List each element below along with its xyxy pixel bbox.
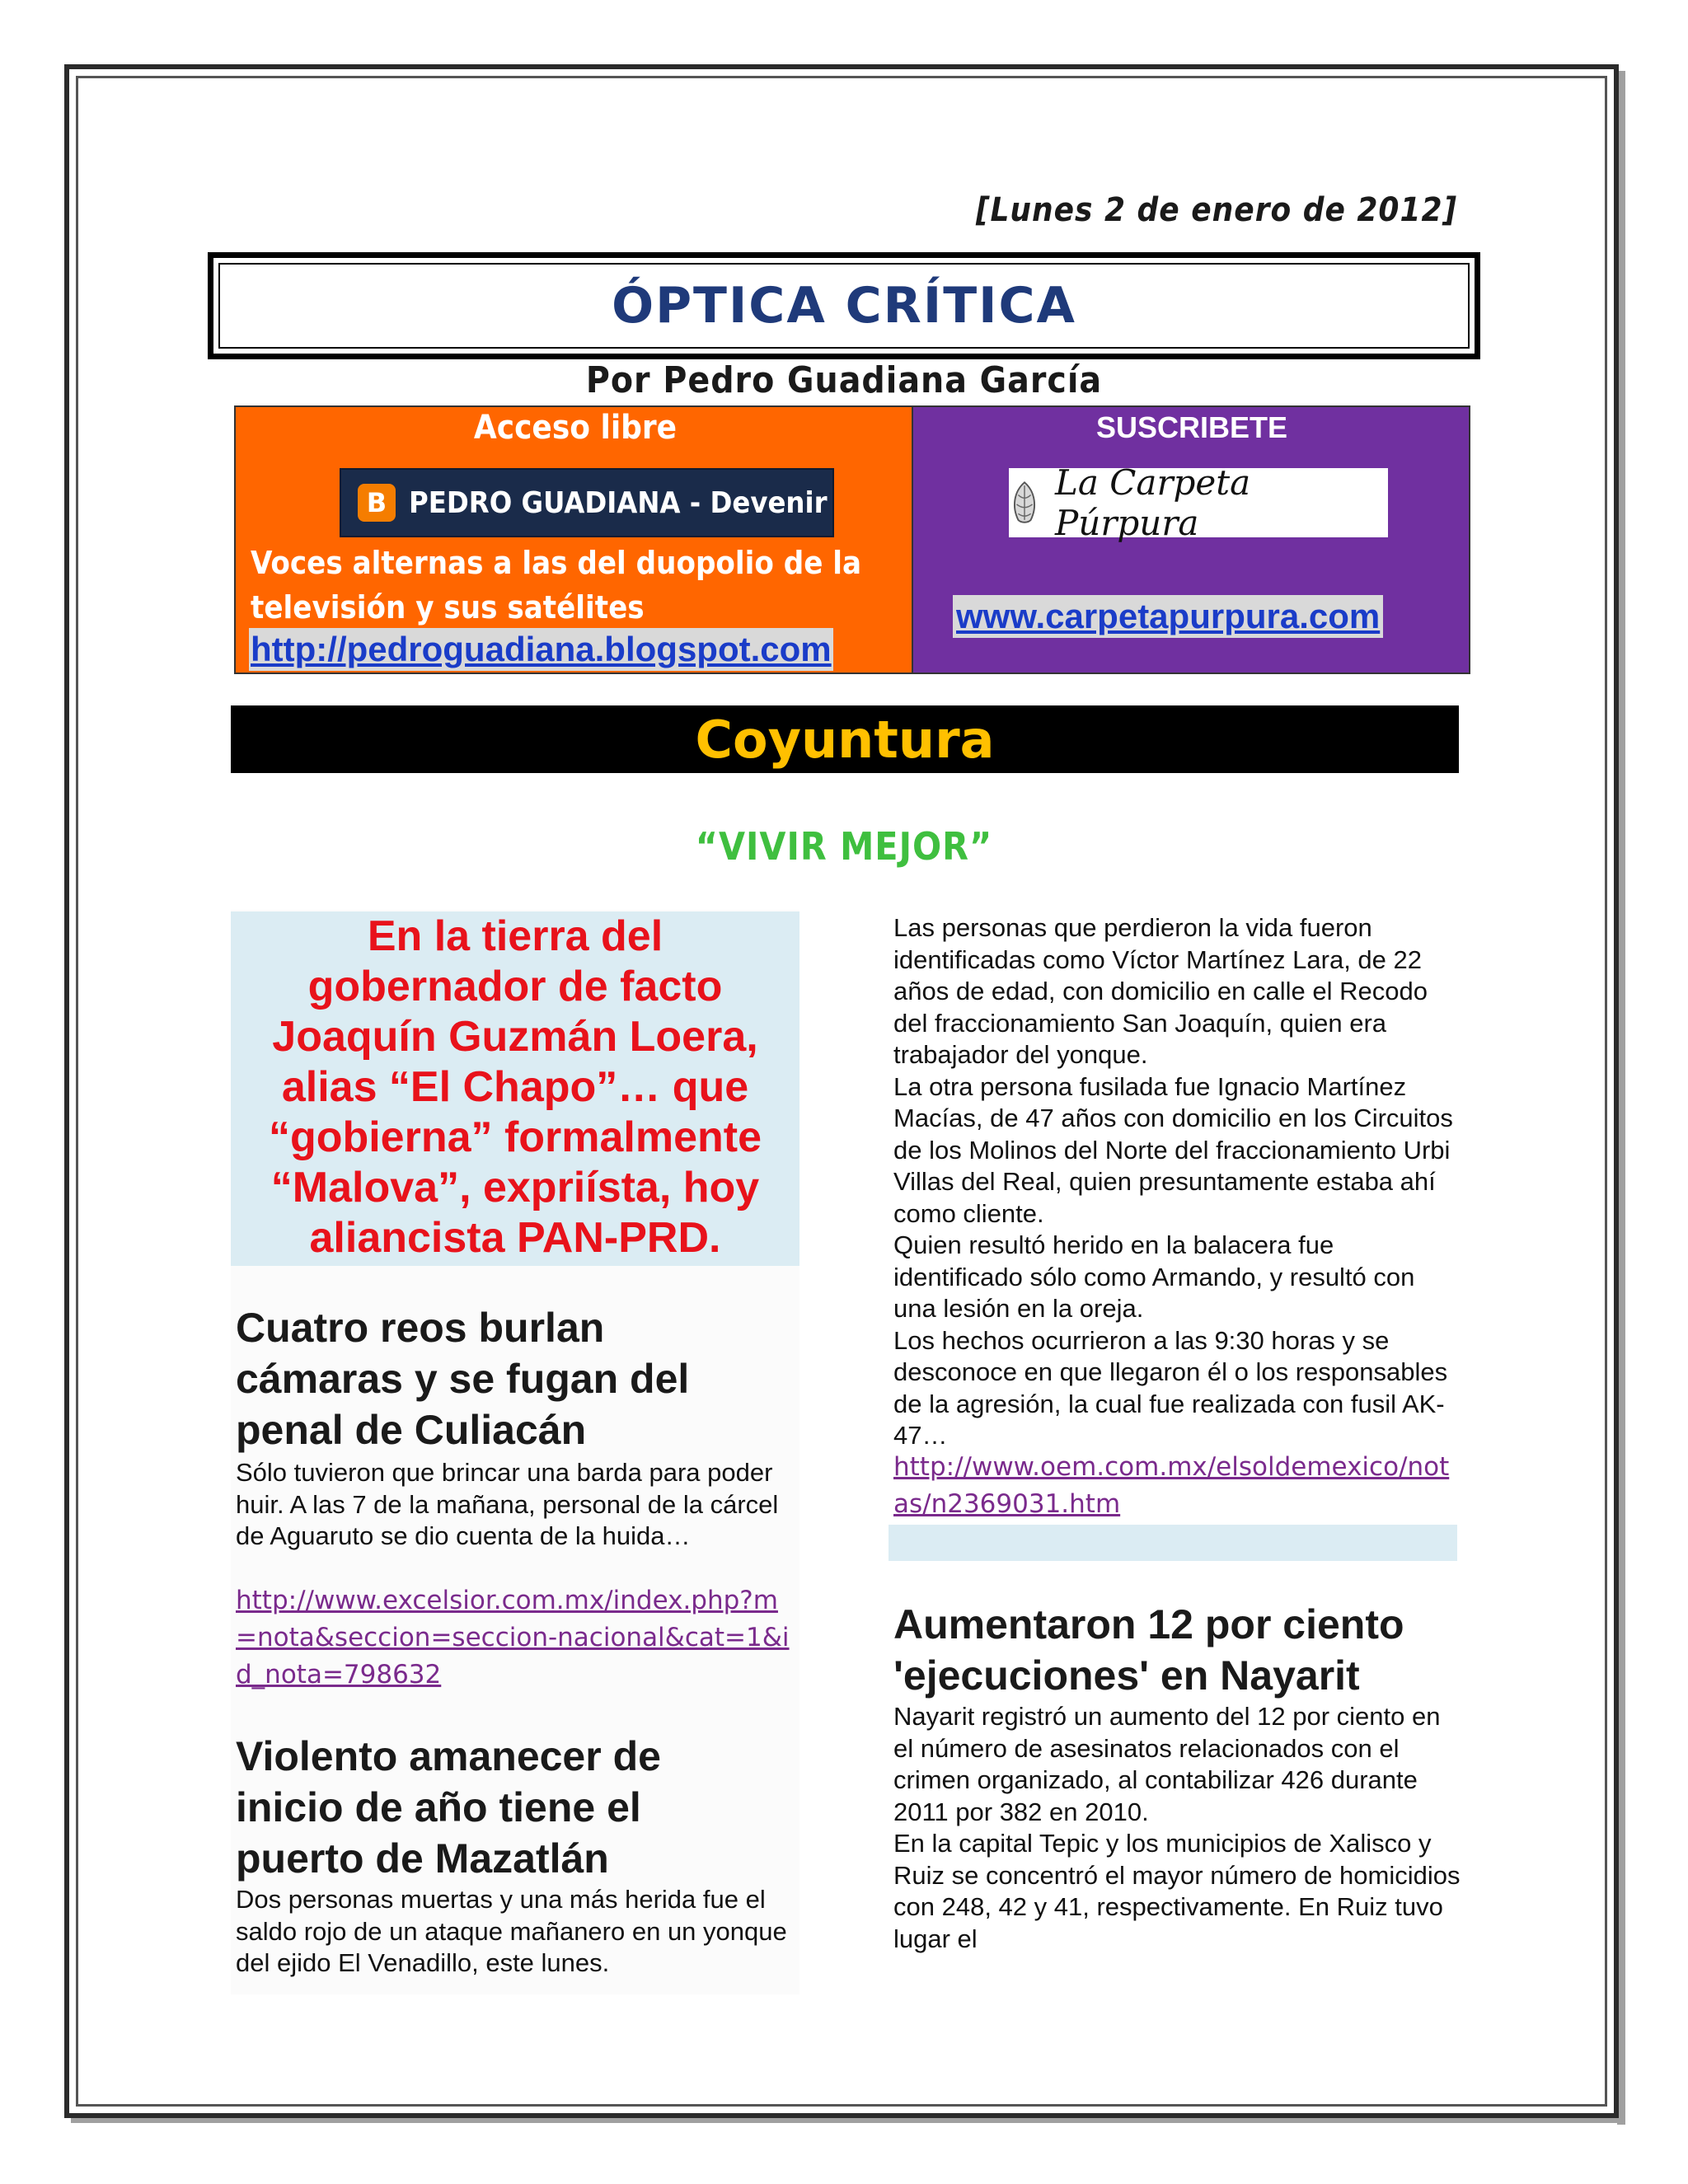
article-link-continuation[interactable]: http://www.oem.com.mx/elsoldemexico/notas/n2369031.htm [893,1452,1450,1519]
issue-date: [Lunes 2 de enero de 2012] [976,191,1457,229]
article-body-mazatlan: Dos personas muertas y una más herida fue el saldo rojo de un ataque mañanero en un yonque del ejido El Venadillo, este lunes. [236,1885,787,1977]
blog-url-link[interactable]: http://pedroguadiana.blogspot.com [249,628,833,671]
blogger-icon: B [358,484,396,522]
article-link-reos[interactable]: http://www.excelsior.com.mx/index.php?m=nota&seccion=seccion-nacional&cat=1&id_nota=798632 [236,1586,790,1690]
shell-icon [1009,480,1040,526]
masthead-inner [218,263,1470,349]
article-headline-nayarit: Aumentaron 12 por ciento 'ejecuciones' en Nayarit [893,1601,1404,1699]
callout-text: En la tierra del gobernador de facto Joaquín Guzmán Loera, alias “El Chapo”… que “gobierna” formalmente “Malova”, expriísta, hoy aliancista PAN-PRD. [268,912,762,1262]
promo-blog-tagline: Voces alternas a las del duopolio de la televisión y sus satélites [251,545,862,626]
promo-blog-heading: Acceso libre [473,409,678,447]
carpeta-url-link[interactable]: www.carpetapurpura.com [953,595,1383,638]
article-body-nayarit: Nayarit registró un aumento del 12 por ciento en el número de asesinatos relacionados con el crimen organizado, al contabilizar 426 durante 2011 por 382 en 2010. En la capital Tepic y los municipios de Xalisco y Ruiz se concentró el mayor número de homicidios con 248, 42 y 41, respectivamente. En Ruiz tuvo lugar el [893,1702,1461,1953]
section-bar [231,705,1459,773]
carpeta-logo-text: La Carpeta Púrpura [1055,462,1251,543]
right-column-band [889,1525,1457,1561]
promo-blog [234,405,913,674]
section-title: Coyuntura [695,709,995,770]
byline: Por Pedro Guadiana García [585,359,1103,401]
masthead-box [208,252,1480,359]
blog-name: PEDRO GUADIANA - Devenir [409,485,828,520]
article-headline-mazatlan: Violento amanecer de inicio de año tiene el puerto de Mazatlán [236,1733,661,1882]
article-body-continuation: Las personas que perdieron la vida fueron identificadas como Víctor Martínez Lara, de 22 años de edad, con domicilio en calle el Recodo del fraccionamiento San Joaquín, quien era trabajador del yonque. La otra persona fusilada fue Ignacio Martínez Macías, de 47 años con domicilio en los Circuitos de los Molinos del Norte del fraccionamiento Urbi Villas del Real, quien presuntamente estaba ahí como cliente. Quien resultó herido en la balacera fue identificado sólo como Armando, y resultó con una lesión en la oreja. Los hechos ocurrieron a las 9:30 horas y se desconoce en que llegaron él o los responsables de la agresión, la cual fue realizada con fusil AK-47… [893,913,1453,1450]
subscribe-heading: SUSCRIBETE [1095,410,1288,444]
section-subhead: “VIVIR MEJOR” [695,824,993,869]
promo-subscribe [913,405,1470,674]
masthead-title: ÓPTICA CRÍTICA [612,277,1076,335]
article-headline-reos: Cuatro reos burlan cámaras y se fugan del penal de Culiacán [236,1305,690,1453]
article-body-reos: Sólo tuvieron que brincar una barda para poder huir. A las 7 de la mañana, personal de la cárcel de Aguaruto se dio cuenta de la huida… [236,1458,779,1550]
carpeta-logo[interactable] [1009,462,1388,543]
blog-badge[interactable] [340,468,834,537]
